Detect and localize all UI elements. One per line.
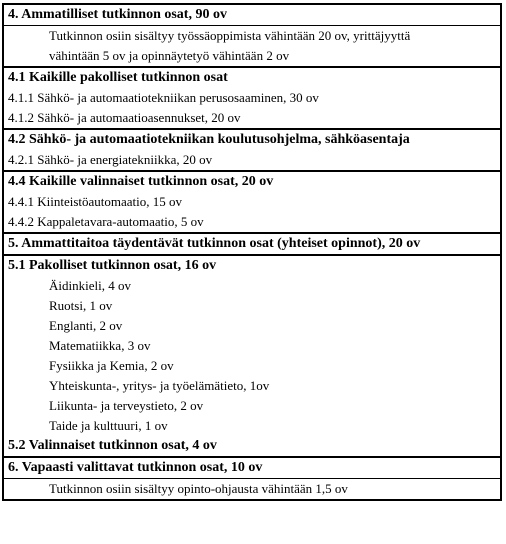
section-6-row	[4, 456, 500, 478]
section-4-1-1: 4.1.1 Sähkö- ja automaatiotekniikan perusosaaminen, 30 ov	[8, 90, 319, 105]
section-4-note-line-2: vähintään 5 ov ja opinnäytetyö vähintään 2 ov	[49, 48, 290, 63]
section-5-1-row	[4, 254, 500, 456]
section-6-note-row	[4, 478, 500, 499]
section-4-1-heading: 4.1 Kaikille pakolliset tutkinnon osat	[8, 70, 228, 85]
section-4-2-heading: 4.2 Sähkö- ja automaatiotekniikan koulutusohjelma, sähköasentaja	[8, 132, 410, 147]
subject-fysiikka-kemia: Fysiikka ja Kemia, 2 ov	[49, 358, 174, 373]
section-6-note-line: Tutkinnon osiin sisältyy opinto-ohjausta vähintään 1,5 ov	[49, 481, 348, 496]
section-5-2-heading: 5.2 Valinnaiset tutkinnon osat, 4 ov	[8, 438, 217, 453]
section-4-2-1: 4.2.1 Sähkö- ja energiatekniikka, 20 ov	[8, 152, 213, 167]
section-6-heading: 6. Vapaasti valittavat tutkinnon osat, 10 ov	[8, 460, 263, 475]
section-4-row	[4, 5, 500, 25]
section-4-4-heading: 4.4 Kaikille valinnaiset tutkinnon osat, 20 ov	[8, 174, 274, 189]
subject-matematiikka: Matematiikka, 3 ov	[49, 338, 151, 353]
section-5-1-heading: 5.1 Pakolliset tutkinnon osat, 16 ov	[8, 258, 217, 273]
section-5-row	[4, 232, 500, 254]
section-4-note-row	[4, 25, 500, 66]
section-4-4-row	[4, 170, 500, 232]
subject-aidinkieli: Äidinkieli, 4 ov	[49, 278, 131, 293]
curriculum-table	[2, 3, 502, 501]
subject-taide: Taide ja kulttuuri, 1 ov	[49, 418, 168, 433]
section-4-4-2: 4.4.2 Kappaletavara-automaatio, 5 ov	[8, 214, 204, 229]
subject-yhteiskunta: Yhteiskunta-, yritys- ja työelämätieto, 1ov	[49, 378, 270, 393]
section-5-heading: 5. Ammattitaitoa täydentävät tutkinnon osat (yhteiset opinnot), 20 ov	[8, 236, 421, 251]
subject-liikunta: Liikunta- ja terveystieto, 2 ov	[49, 398, 204, 413]
section-4-4-1: 4.4.1 Kiinteistöautomaatio, 15 ov	[8, 194, 183, 209]
subject-englanti: Englanti, 2 ov	[49, 318, 123, 333]
section-4-heading: 4. Ammatilliset tutkinnon osat, 90 ov	[8, 7, 227, 22]
section-4-1-2: 4.1.2 Sähkö- ja automaatioasennukset, 20 ov	[8, 110, 241, 125]
section-4-1-row	[4, 66, 500, 128]
section-4-2-row	[4, 128, 500, 170]
subject-ruotsi: Ruotsi, 1 ov	[49, 298, 113, 313]
section-4-note-line-1: Tutkinnon osiin sisältyy työssäoppimista vähintään 20 ov, yrittäjyyttä	[49, 28, 411, 43]
